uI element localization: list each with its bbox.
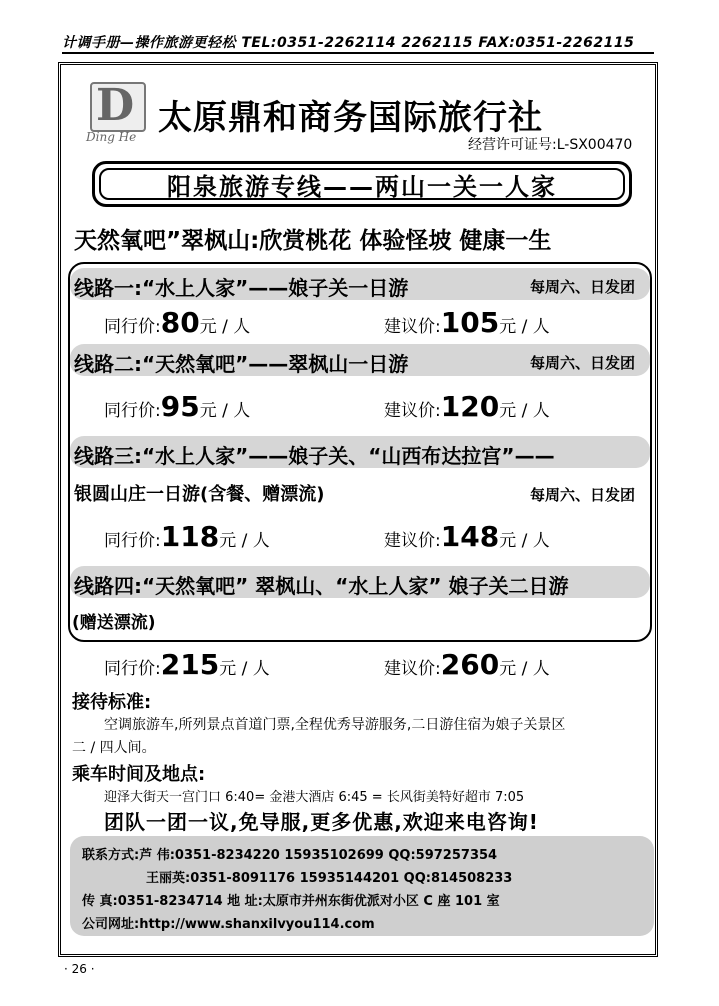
reception-line-2: 二 / 四人间。: [72, 740, 156, 756]
route-2-title: 线路二:“天然氧吧”——翠枫山一日游: [74, 352, 409, 376]
route-4-title: 线路四:“天然氧吧” 翠枫山、“水上人家” 娘子关二日游: [74, 574, 569, 598]
contact-line-3: 传 真:0351-8234714 地 址:太原市并州东街优派对小区 C 座 101 室: [82, 894, 500, 909]
suggest-price-unit: 元 / 人: [499, 317, 550, 337]
header-rule: [62, 52, 654, 54]
peer-price-value: 215: [160, 648, 220, 681]
banner-title: 阳泉旅游专线——两山一关一人家: [99, 168, 625, 200]
peer-price-value: 80: [160, 306, 200, 339]
logo-text: Ding He: [86, 130, 137, 144]
company-logo: [86, 82, 148, 150]
title-banner: [92, 161, 632, 207]
route-2-schedule: 每周六、日发团: [530, 354, 636, 372]
suggest-price-unit: 元 / 人: [499, 401, 550, 421]
route-3-schedule: 每周六、日发团: [530, 486, 636, 504]
page-number: · 26 ·: [64, 962, 95, 976]
peer-price-unit: 元 / 人: [219, 531, 270, 551]
suggest-price-label: 建议价:: [384, 401, 441, 421]
suggest-price-value: 120: [440, 390, 500, 423]
logo-letter: D: [96, 80, 135, 131]
route-2-peer-price: [104, 390, 250, 423]
contact-line-4: 公司网址:http://www.shanxilvyou114.com: [82, 917, 375, 932]
route-3-suggest-price: [384, 520, 550, 553]
suggest-price-value: 260: [440, 648, 500, 681]
route-1-schedule: 每周六、日发团: [530, 278, 636, 296]
tagline: 天然氧吧”翠枫山:欣赏桃花 体验怪坡 健康一生: [74, 228, 552, 254]
route-4-suggest-price: [384, 648, 550, 681]
peer-price-label: 同行价:: [104, 317, 161, 337]
route-3-title: 线路三:“水上人家”——娘子关、“山西布达拉宫”——: [74, 444, 555, 468]
slogan: 团队一团一议,免导服,更多优惠,欢迎来电咨询!: [104, 810, 539, 834]
route-3-peer-price: [104, 520, 270, 553]
license-number: 经营许可证号:L-SX00470: [468, 137, 633, 153]
contact-line-2: 王丽英:0351-8091176 15935144201 QQ:814508233: [146, 871, 513, 886]
contact-line-1: 联系方式:芦 伟:0351-8234220 15935102699 QQ:597257354: [82, 848, 498, 863]
peer-price-label: 同行价:: [104, 659, 161, 679]
suggest-price-label: 建议价:: [384, 659, 441, 679]
peer-price-value: 95: [160, 390, 200, 423]
suggest-price-unit: 元 / 人: [499, 531, 550, 551]
pickup-line: 迎泽大街天一宫门口 6:40= 金港大酒店 6:45 = 长风街美特好超市 7:05: [104, 790, 525, 805]
peer-price-unit: 元 / 人: [199, 317, 251, 337]
peer-price-label: 同行价:: [104, 401, 161, 421]
page-header: 计调手册—操作旅游更轻松 TEL:0351-2262114 2262115 FAX:0351-2262115: [62, 35, 635, 51]
route-1-suggest-price: [384, 306, 550, 339]
suggest-price-label: 建议价:: [384, 317, 441, 337]
route-3-subtitle: 银圆山庄一日游(含餐、赠漂流): [74, 484, 325, 505]
route-1-title: 线路一:“水上人家”——娘子关一日游: [74, 276, 409, 300]
pickup-heading: 乘车时间及地点:: [72, 764, 206, 785]
peer-price-value: 118: [160, 520, 220, 553]
peer-price-unit: 元 / 人: [199, 401, 251, 421]
suggest-price-label: 建议价:: [384, 531, 441, 551]
reception-heading: 接待标准:: [72, 692, 152, 713]
suggest-price-unit: 元 / 人: [499, 659, 550, 679]
peer-price-label: 同行价:: [104, 531, 161, 551]
peer-price-unit: 元 / 人: [219, 659, 270, 679]
route-2-suggest-price: [384, 390, 550, 423]
route-4-peer-price: [104, 648, 270, 681]
route-4-subtitle: (赠送漂流): [72, 613, 156, 633]
reception-line-1: 空调旅游车,所列景点首道门票,全程优秀导游服务,二日游住宿为娘子关景区: [104, 717, 566, 733]
suggest-price-value: 105: [440, 306, 500, 339]
route-1-peer-price: [104, 306, 250, 339]
company-name: 太原鼎和商务国际旅行社: [158, 98, 543, 138]
suggest-price-value: 148: [440, 520, 500, 553]
